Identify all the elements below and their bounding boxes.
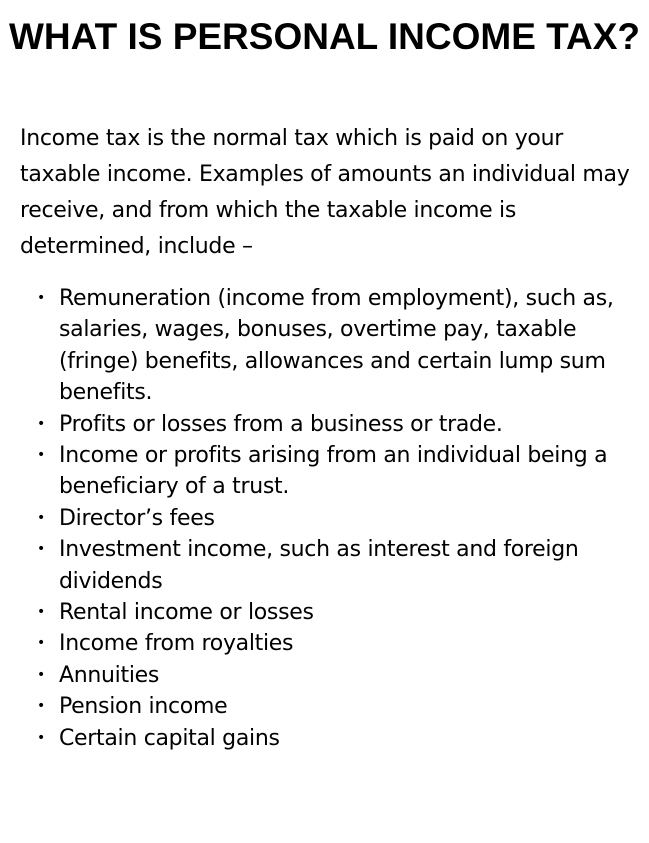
bullet-icon: • [37,666,45,683]
list-item-text: Remuneration (income from employment), such as, salaries, wages, bonuses, overtime pay, taxable (fringe) benefits, allowances and certain lump sum benefits. [59,286,614,406]
list-item [20,409,630,440]
bullet-icon: • [37,509,45,526]
list-item [20,660,630,691]
list-item-text: Profits or losses from a business or trade. [59,411,503,437]
list-item [20,503,630,534]
page-title: WHAT IS PERSONAL INCOME TAX? [8,16,641,57]
bullet-icon: • [37,447,45,464]
list-item [20,440,630,503]
list-item-text: Income or profits arising from an individual being a beneficiary of a trust. [59,443,608,500]
bullet-icon: • [37,604,45,621]
income-examples-list [20,283,630,754]
list-item-text: Pension income [59,694,228,720]
list-item [20,534,630,597]
list-item-text: Investment income, such as interest and foreign dividends [59,537,579,594]
list-item [20,283,630,409]
list-item-text: Director’s fees [59,505,215,531]
list-item-text: Income from royalties [59,631,294,657]
list-item [20,597,630,628]
bullet-icon: • [37,698,45,715]
list-item [20,723,630,754]
list-item [20,691,630,722]
intro-paragraph: Income tax is the normal tax which is paid on your taxable income. Examples of amounts an individual may receive, and from which the taxable income is determined, include – [20,126,630,259]
bullet-icon: • [37,415,45,432]
bullet-icon: • [37,290,45,306]
list-item-text: Annuities [59,662,160,688]
list-item-text: Certain capital gains [59,725,280,751]
bullet-icon: • [37,729,45,746]
bullet-icon: • [37,635,45,652]
bullet-icon: • [37,541,45,558]
list-item-text: Rental income or losses [59,600,314,626]
list-item [20,628,630,659]
